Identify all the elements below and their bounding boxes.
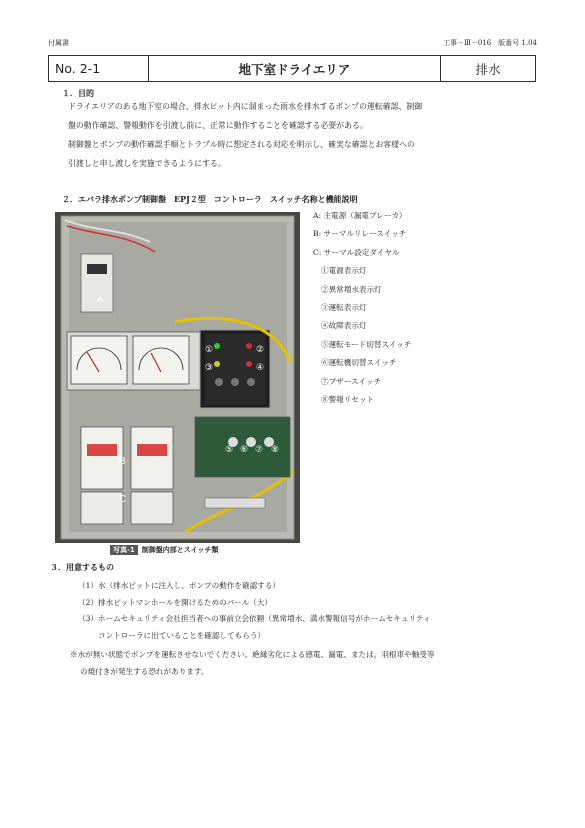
legend-item-3: ③運転表示灯 bbox=[321, 303, 367, 313]
title-table bbox=[48, 55, 536, 82]
control-panel-illustration bbox=[55, 212, 300, 543]
section1-body bbox=[68, 97, 538, 173]
photo-caption-tag: 写真-1 bbox=[110, 545, 138, 555]
photo-label-4: ④ bbox=[256, 363, 265, 373]
section3-note bbox=[70, 646, 540, 680]
section3-item: （3）ホームセキュリティ会社担当者への事前立会依頼（異常増水、満水警報信号がホームセキュリティ bbox=[78, 614, 431, 623]
title-number: No. 2-1 bbox=[49, 56, 149, 81]
title-text: 地下室ドライエリア bbox=[149, 56, 441, 81]
note-line: の焼付きが発生する恐れがあります。 bbox=[80, 667, 209, 676]
header-appendix-label: 付属書 bbox=[48, 39, 69, 47]
header-document-number: 工事－Ⅲ－016 版番号 1.04 bbox=[443, 39, 537, 47]
section1-line: 盤の動作確認、警報動作を引渡し前に、正常に動作することを確認する必要がある。 bbox=[68, 121, 368, 130]
section3-list bbox=[78, 578, 548, 644]
title-category: 排水 bbox=[475, 61, 501, 77]
legend-item-c: C: サーマル設定ダイヤル bbox=[313, 247, 400, 257]
legend-item-4: ④故障表示灯 bbox=[321, 321, 367, 331]
section3-item-continued: コントローラに出ていることを確認してもらう） bbox=[98, 630, 266, 640]
photo-label-3: ③ bbox=[205, 363, 214, 373]
section1-line: 引渡しと申し渡しを実施できるようにする。 bbox=[68, 159, 226, 168]
control-panel-photo bbox=[55, 212, 300, 543]
legend-item-a: A: 主電源（漏電ブレーカ） bbox=[313, 211, 407, 220]
section1-line: ドライエリアのある地下室の場合、排水ピット内に溜まった雨水を排水するポンプの運転確認、制御 bbox=[68, 102, 423, 111]
photo-label-7: ⑦ bbox=[255, 445, 264, 455]
photo-caption bbox=[110, 545, 219, 555]
photo-label-5: ⑤ bbox=[225, 445, 234, 455]
section3-item: （1）水（排水ピットに注入し、ポンプの動作を確認する） bbox=[78, 581, 280, 590]
legend-item-5: ⑤運転モード切替スイッチ bbox=[321, 339, 412, 349]
photo-label-1: ① bbox=[205, 345, 214, 355]
section1-line: 制御盤とポンプの動作確認手順とトラブル時に想定される対応を明示し、確実な確認とお客様への bbox=[68, 140, 415, 149]
photo-label-8: ⑧ bbox=[271, 445, 280, 455]
photo-caption-text: 制御盤内部とスイッチ類 bbox=[141, 546, 219, 554]
section3-item: （2）排水ピットマンホールを開けるためのバール（大） bbox=[78, 597, 273, 607]
photo-label-a: A bbox=[97, 294, 104, 305]
legend-item-7: ⑦ブザースイッチ bbox=[321, 376, 382, 386]
legend-item-1: ①電源表示灯 bbox=[321, 266, 367, 276]
legend-item-b: B: サーマルリレースイッチ bbox=[313, 229, 407, 239]
legend-item-8: ⑧警報リセット bbox=[321, 395, 375, 405]
legend-item-2: ②異常増水表示灯 bbox=[321, 284, 382, 294]
photo-label-b: B bbox=[119, 456, 126, 467]
photo-label-6: ⑥ bbox=[240, 445, 249, 455]
note-line: ※水が無い状態でポンプを運転させないでください。絶縁劣化による感電、漏電、または，羽根車や軸受等 bbox=[70, 650, 435, 659]
section3-heading: ３．用意するもの bbox=[50, 562, 114, 572]
photo-label-c: C bbox=[119, 494, 127, 505]
photo-label-2: ② bbox=[256, 345, 265, 355]
section1-heading: １．目的 bbox=[62, 88, 94, 98]
section2-heading: ２．エバラ排水ポンプ制御盤 EPJ２型 コントローラ スイッチ名称と機能説明 bbox=[62, 194, 358, 204]
switch-legend bbox=[313, 207, 412, 409]
legend-item-6: ⑥運転機切替スイッチ bbox=[321, 358, 397, 368]
